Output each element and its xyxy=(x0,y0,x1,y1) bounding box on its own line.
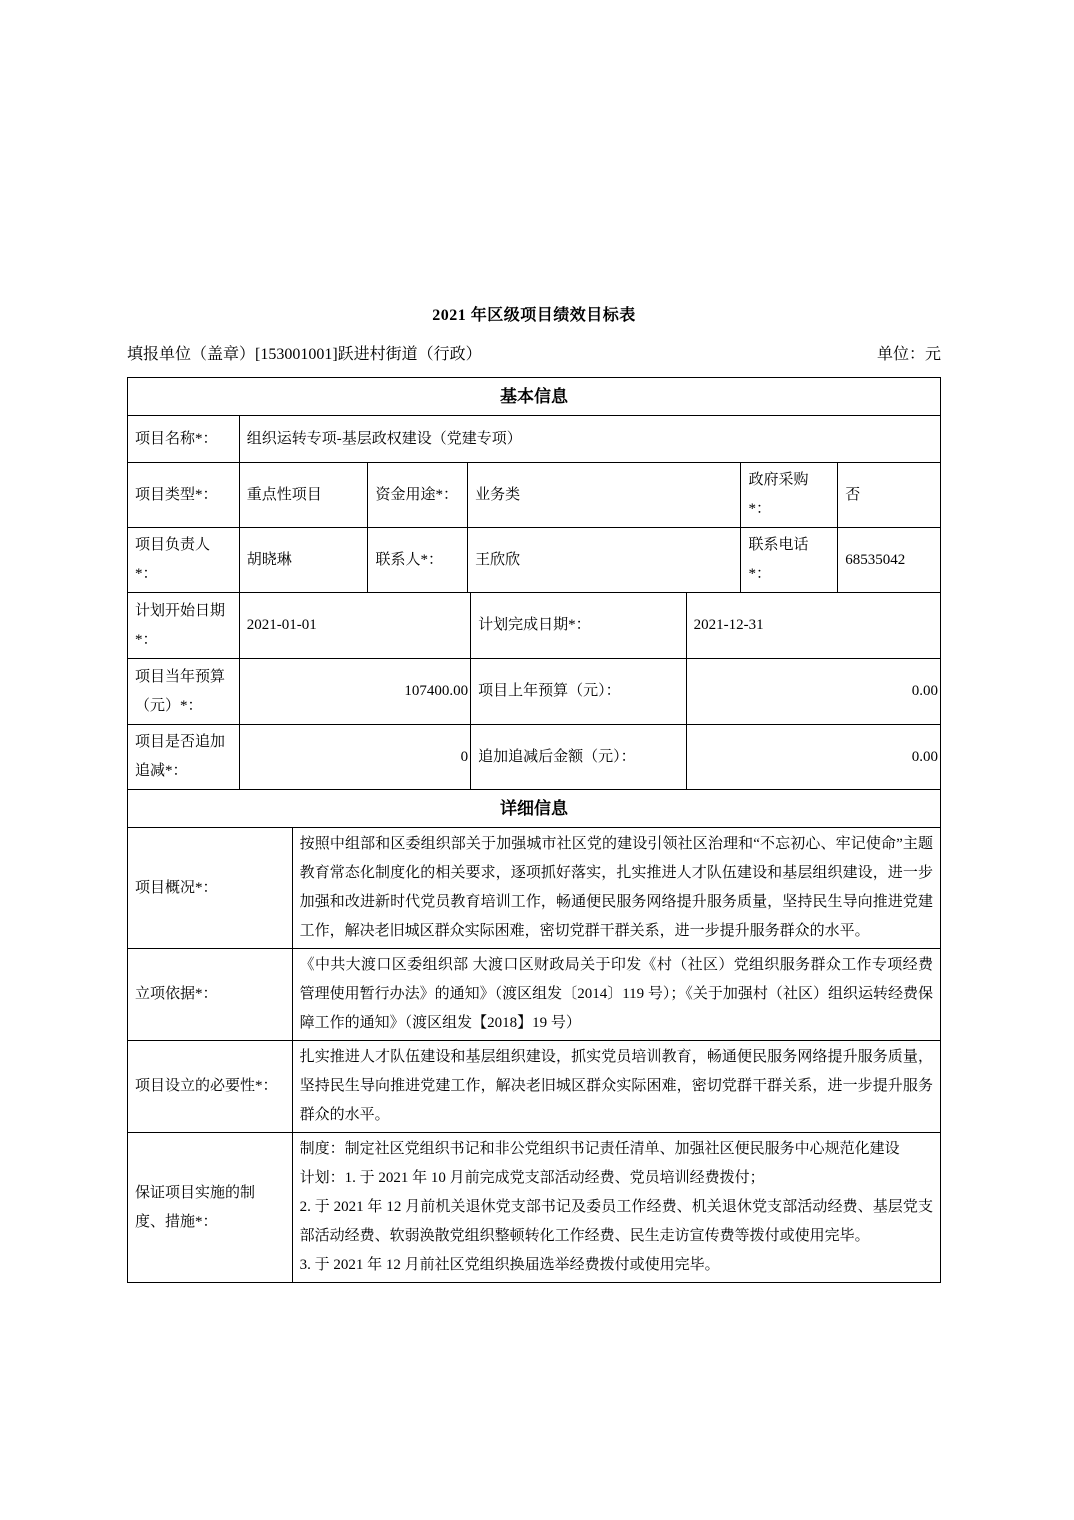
row-measures xyxy=(128,1132,940,1282)
measures-line: 3. 于 2021 年 12 月前社区党组织换届选举经费拨付或使用完毕。 xyxy=(299,1257,720,1273)
row-necessity xyxy=(128,1040,940,1132)
row-project-type xyxy=(128,462,940,527)
section-row-detail xyxy=(128,789,940,827)
project-type-label: 项目类型*： xyxy=(135,486,218,503)
basis-label: 立项依据*： xyxy=(135,986,218,1002)
budget-current-value: 107400.00 xyxy=(239,659,470,724)
plan-finish-value: 2021-12-31 xyxy=(686,593,940,658)
form-header-line xyxy=(127,344,941,366)
overview-value: 按照中组部和区委组织部关于加强城市社区党的建设引领社区治理和“不忘初心、牢记使命”主题教育常态化制度化的相关要求，逐项抓好落实，扎实推进人才队伍建设和基层组织建设，进一步加强和改进新时代党员教育培训工作，畅通便民服务网络提升服务质量，坚持民生导向推进党建工作，解决老旧城区群众实际困难，密切党群干群关系，进一步提升服务群众的水平。 xyxy=(292,828,940,948)
section-header-detail: 详细信息 xyxy=(500,799,568,818)
budget-previous-value: 0.00 xyxy=(686,659,940,724)
fund-use-label: 资金用途*： xyxy=(367,463,467,527)
page-title: 2021 年区级项目绩效目标表 xyxy=(432,307,636,324)
adjust-flag-label: 项目是否追加追减*： xyxy=(135,734,226,779)
plan-start-label: 计划开始日期*： xyxy=(135,602,226,648)
performance-target-form xyxy=(127,305,941,1283)
row-plan-dates xyxy=(128,592,940,658)
contact-phone-value: 68535042 xyxy=(837,528,940,592)
project-name-value: 组织运转专项-基层政权建设（党建专项） xyxy=(239,416,940,462)
fund-use-value: 业务类 xyxy=(467,463,740,527)
row-overview xyxy=(128,827,940,948)
measures-line: 2. 于 2021 年 12 月前机关退休党支部书记及委员工作经费、机关退休党支部活动经费、基层党支部活动经费、软弱涣散党组织整顿转化工作经费、民生走访宣传费等拨付或使用完毕。 xyxy=(299,1199,933,1244)
plan-finish-label: 计划完成日期*： xyxy=(470,593,686,658)
budget-previous-label: 项目上年预算（元）： xyxy=(470,659,686,724)
contact-person-label: 联系人*： xyxy=(367,528,467,592)
row-budget xyxy=(128,658,940,724)
measures-line: 计划：1. 于 2021 年 10 月前完成党支部活动经费、党员培训经费拨付； xyxy=(299,1170,765,1186)
necessity-label: 项目设立的必要性*： xyxy=(135,1078,278,1094)
overview-label: 项目概况*： xyxy=(135,879,218,896)
measures-label: 保证项目实施的制度、措施*： xyxy=(135,1184,256,1230)
measures-value xyxy=(292,1133,940,1282)
row-project-name xyxy=(128,415,940,462)
measures-line: 制度：制定社区党组织书记和非公党组织书记责任清单、加强社区便民服务中心规范化建设 xyxy=(299,1141,900,1157)
gov-procurement-label: 政府采购*： xyxy=(740,463,837,527)
row-project-leader xyxy=(128,527,940,592)
basis-value: 《中共大渡口区委组织部 大渡口区财政局关于印发《村（社区）党组织服务群众工作专项经费管理使用暂行办法》的通知》（渡区组发〔2014〕119 号）；《关于加强村（社区）组织运转经费保障工作的通知》（渡区组发【2018】19 号） xyxy=(292,949,940,1040)
project-name-label: 项目名称*： xyxy=(135,430,218,447)
contact-phone-label: 联系电话*： xyxy=(740,528,837,592)
section-header-basic: 基本信息 xyxy=(500,387,568,406)
project-type-value: 重点性项目 xyxy=(239,463,368,527)
filing-unit-text: 填报单位（盖章）[153001001]跃进村街道（行政） xyxy=(127,346,482,363)
unit-of-measure: 单位：元 xyxy=(876,346,941,363)
adjust-flag-value: 0 xyxy=(239,725,470,789)
necessity-value: 扎实推进人才队伍建设和基层组织建设，抓实党员培训教育，畅通便民服务网络提升服务质量，坚持民生导向推进党建工作，解决老旧城区群众实际困难，密切党群干群关系，进一步提升服务群众的水平。 xyxy=(292,1041,940,1132)
adjusted-amount-label: 追加追减后金额（元）： xyxy=(470,725,686,789)
budget-current-label: 项目当年预算（元）*： xyxy=(135,668,226,714)
row-adjustment xyxy=(128,724,940,789)
plan-start-value: 2021-01-01 xyxy=(239,593,470,658)
row-basis xyxy=(128,948,940,1040)
section-row-basic xyxy=(128,378,940,415)
project-leader-label: 项目负责人*： xyxy=(135,537,211,582)
gov-procurement-value: 否 xyxy=(837,463,940,527)
project-leader-value: 胡晓琳 xyxy=(239,528,368,592)
project-info-table xyxy=(127,377,941,1283)
adjusted-amount-value: 0.00 xyxy=(686,725,940,789)
contact-person-value: 王欣欣 xyxy=(467,528,740,592)
